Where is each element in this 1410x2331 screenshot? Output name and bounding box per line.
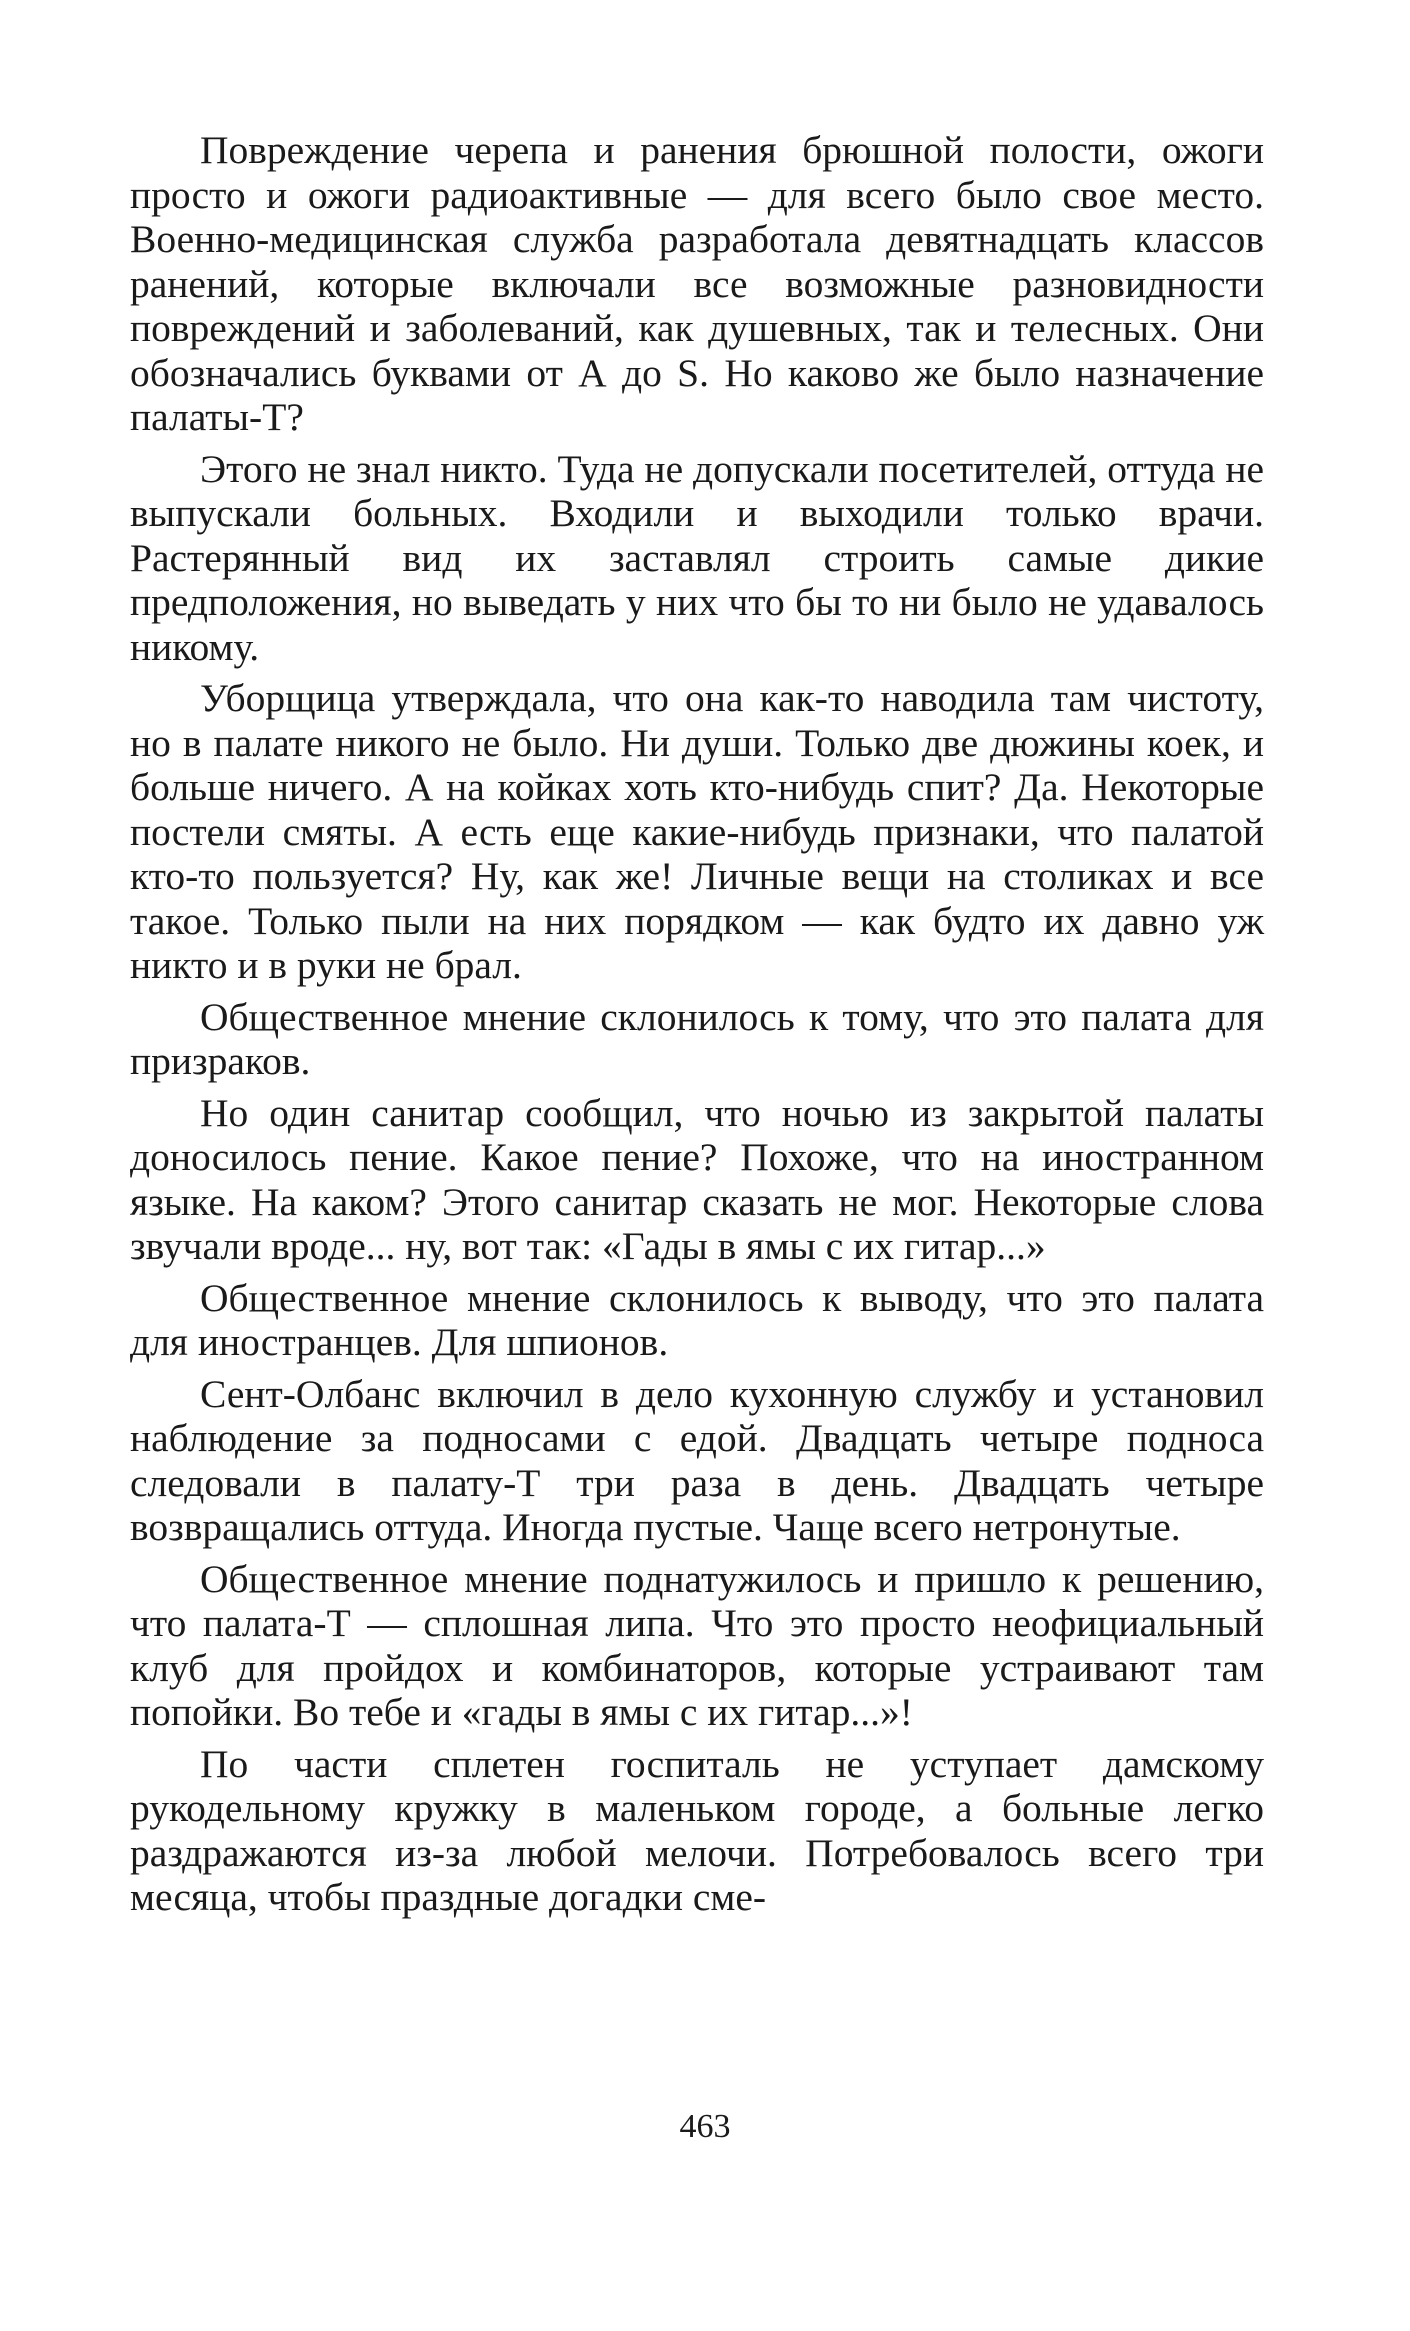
- body-text: [130, 128, 1264, 1927]
- paragraph: Повреждение черепа и ранения брюшной полости, ожоги просто и ожоги радиоактивные — для всего было свое место. Военно-медицинская служба разработала девятнадцать классов ранений, которые включали все возможные разновидности повреждений и заболеваний, как душевных, так и телесных. Они обозначались буквами от А до S. Но каково же было назначение палаты-Т?: [130, 128, 1264, 439]
- page-number: 463: [679, 2108, 731, 2145]
- paragraph: Сент-Олбанс включил в дело кухонную службу и установил наблюдение за подносами с едой. Двадцать четыре подноса следовали в палату-Т три раза в день. Двадцать четыре возвращались оттуда. Иногда пустые. Чаще всего нетронутые.: [130, 1371, 1264, 1549]
- paragraph: Этого не знал никто. Туда не допускали посетителей, оттуда не выпускали больных. Входили и выходили только врачи. Растерянный вид их заставлял строить самые дикие предположения, но выведать у них что бы то ни было не удавалось никому.: [130, 446, 1264, 669]
- paragraph: Общественное мнение поднатужилось и пришло к решению, что палата-Т — сплошная липа. Что это просто неофициальный клуб для пройдох и комбинаторов, которые устраивают там попойки. Во тебе и «гады в ямы с их гитар...»!: [130, 1556, 1264, 1734]
- paragraph: Общественное мнение склонилось к тому, что это палата для призраков.: [130, 994, 1264, 1083]
- paragraph: По части сплетен госпиталь не уступает дамскому рукодельному кружку в маленьком городе, а больные легко раздражаются из-за любой мелочи. Потребовалось всего три месяца, чтобы праздные догадки сме-: [130, 1741, 1264, 1919]
- paragraph: Общественное мнение склонилось к выводу, что это палата для иностранцев. Для шпионов.: [130, 1275, 1264, 1364]
- paragraph: Уборщица утверждала, что она как-то наводила там чистоту, но в палате никого не было. Ни души. Только две дюжины коек, и больше ничего. А на койках хоть кто-нибудь спит? Да. Некоторые постели смяты. А есть еще какие-нибудь признаки, что палатой кто-то пользуется? Ну, как же! Личные вещи на столиках и все такое. Только пыли на них порядком — как будто их давно уж никто и в руки не брал.: [130, 676, 1264, 987]
- paragraph: Но один санитар сообщил, что ночью из закрытой палаты доносилось пение. Какое пение? Похоже, что на иностранном языке. На каком? Этого санитар сказать не мог. Некоторые слова звучали вроде... ну, вот так: «Гады в ямы с их гитар...»: [130, 1090, 1264, 1268]
